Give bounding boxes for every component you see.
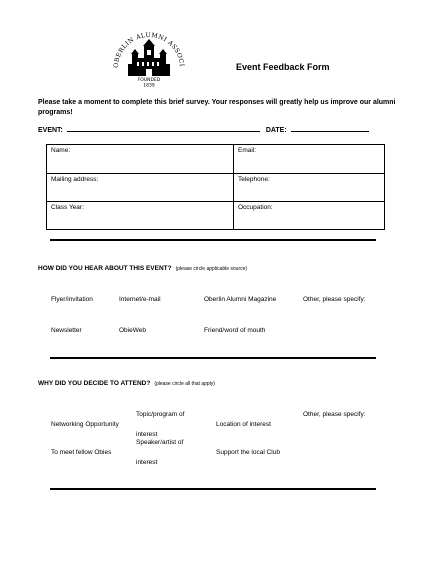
- contact-info-table: [46, 144, 385, 230]
- occupation-label: Occupation:: [238, 204, 273, 211]
- section-divider: [50, 239, 376, 241]
- event-field[interactable]: [67, 125, 260, 132]
- email-label: Email:: [238, 147, 257, 154]
- option-flyer[interactable]: Flyer/invitation: [51, 296, 93, 303]
- q2-note: (please circle all that apply): [154, 381, 215, 387]
- mailing-address-cell[interactable]: [47, 174, 234, 202]
- occupation-cell[interactable]: [234, 202, 385, 229]
- name-cell[interactable]: [47, 145, 234, 174]
- class-year-label: Class Year:: [51, 204, 84, 211]
- q2-heading-text: WHY DID YOU DECIDE TO ATTEND?: [38, 380, 151, 387]
- intro-text: Please take a moment to complete this brief survey. Your responses will greatly help us improve our alumni programs!: [38, 99, 396, 116]
- mailing-address-label: Mailing address:: [51, 176, 99, 183]
- logo-founded: FOUNDED: [137, 78, 161, 83]
- option-meet-obies[interactable]: To meet fellow Obies: [51, 449, 112, 456]
- q1-heading-text: HOW DID YOU HEAR ABOUT THIS EVENT?: [38, 265, 172, 272]
- name-label: Name:: [51, 147, 71, 154]
- option-support-club[interactable]: Support the local Club: [216, 449, 280, 456]
- option-internet[interactable]: Internet/e-mail: [119, 296, 161, 303]
- telephone-label: Telephone:: [238, 176, 270, 183]
- event-label: EVENT:: [38, 127, 63, 134]
- logo-seal-icon: [108, 30, 190, 88]
- logo-arc-text: OBERLIN ALUMNI ASSOCI: [112, 31, 185, 69]
- class-year-cell[interactable]: [47, 202, 234, 229]
- option-networking[interactable]: Networking Opportunity: [51, 421, 119, 428]
- option-newsletter[interactable]: Newsletter: [51, 327, 82, 334]
- q1-heading: [38, 265, 247, 272]
- email-cell[interactable]: [234, 145, 385, 174]
- option-alumni-magazine[interactable]: Oberlin Alumni Magazine: [204, 296, 277, 303]
- option-topic-line1[interactable]: Topic/program of: [136, 411, 185, 418]
- telephone-cell[interactable]: [234, 174, 385, 202]
- section-divider: [50, 488, 376, 490]
- q2-heading: [38, 380, 215, 387]
- option-other-source[interactable]: Other, please specify:: [303, 296, 366, 303]
- date-field[interactable]: [291, 125, 369, 132]
- option-obieweb[interactable]: ObieWeb: [119, 327, 146, 334]
- section-divider: [50, 357, 376, 359]
- q1-note: (please circle applicable source): [175, 266, 248, 272]
- option-topic-line2[interactable]: interest: [136, 431, 158, 438]
- option-location[interactable]: Location of interest: [216, 421, 271, 428]
- option-friend[interactable]: Friend/word of mouth: [204, 327, 266, 334]
- alumni-association-logo: [108, 30, 190, 88]
- form-title: Event Feedback Form: [236, 62, 330, 72]
- option-other-reason[interactable]: Other, please specify:: [303, 411, 366, 418]
- event-date-row: [38, 125, 369, 134]
- logo-year: 1839: [143, 83, 155, 88]
- option-speaker-line1[interactable]: Speaker/artist of: [136, 439, 184, 446]
- date-label: DATE:: [265, 127, 287, 134]
- option-speaker-line2[interactable]: interest: [136, 459, 158, 466]
